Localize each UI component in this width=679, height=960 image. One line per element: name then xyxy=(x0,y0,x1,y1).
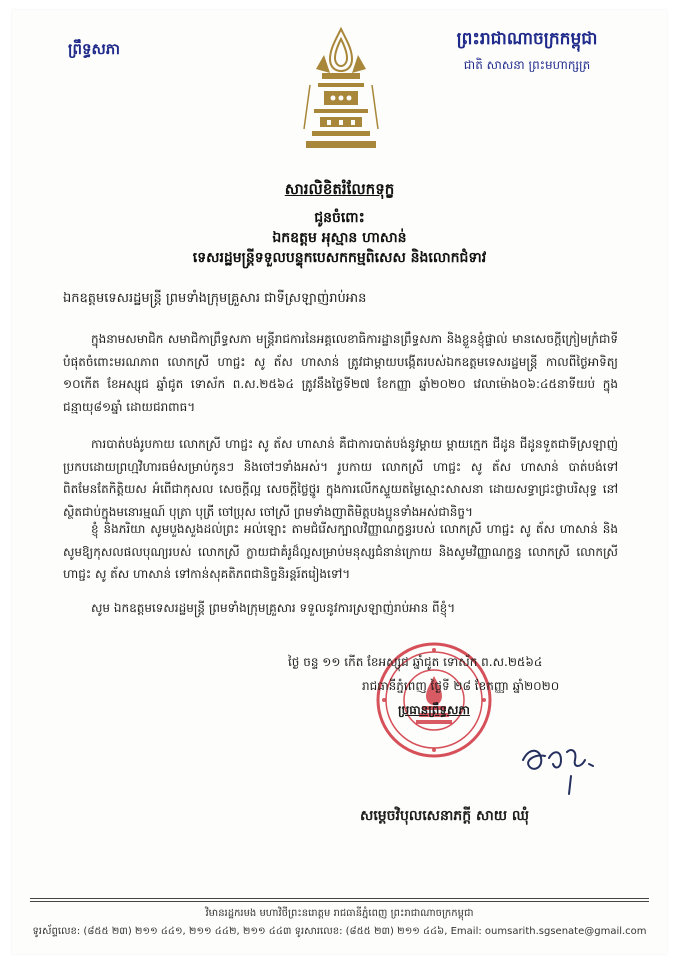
addressee-role: ទេសរដ្ឋមន្ត្រីទទួលបន្ទុកបេសកកម្មពិសេស និងលោកជំទាវ xyxy=(192,250,487,266)
letter-title: សារលិខិតរំលែកទុក្ខ xyxy=(284,180,395,198)
footer-divider-inner xyxy=(30,901,649,902)
addressee-name: ឯកឧត្តម អុស្មាន ហាសាន់ xyxy=(272,230,407,246)
kingdom-title: ព្រះរាជាណាចក្រកម្ពុជា xyxy=(456,29,598,49)
footer-divider xyxy=(30,898,649,899)
footer-address: វិមានរដ្ឋករមង មហាវិថីព្រះនរោត្តម រាជធានីភ្នំពេញ ព្រះរាជាណាចក្រកម្ពុជា xyxy=(205,908,474,919)
closing-date-solar: រាជធានីភ្នំពេញ ថ្ងៃទី ២៨ ខែកញ្ញា ឆ្នាំ២០២០ xyxy=(362,679,560,693)
footer-contacts: ទូរស័ព្ទលេខ: (៨៥៥ ២៣) ២១១ ៤៤១, ២១១ ៤៤២, ២១១ ៤៤៣ ទូរសារលេខ: (៨៥៥ ២៣) ២១១ ៤៤៦, Email: oumsarith.sgsenate@gmail.com xyxy=(32,926,647,937)
signer-title: ប្រធានព្រឹទ្ធសភា xyxy=(398,703,470,717)
addressee-label: ជូនចំពោះ xyxy=(314,210,365,226)
handwritten-signature xyxy=(515,730,605,800)
body-paragraph-2: ការបាត់បង់រូបកាយ លោកស្រី ហាជ្ជះ សូ ត័ស ហាសាន់ គឺជាការបាត់បង់នូវម្តាយ ម្តាយក្មេក ជីដូន ជីដូនទួតជាទីស្រឡាញ់ប្រកបដោយព្រហ្មវិហារធម៌សម្រាប់កូនៗ និងចៅៗទាំងអស់។ រូបកាយ លោកស្រី ហាជ្ជះ សូ ត័ស ហាសាន់ បាត់បង់ទៅពិតមែនតែកិត្តិយស អំពើជាកុសល សេចក្តីល្អ សេចក្តីថ្លៃថ្នូរ ក្នុងការលើកស្ទួយតម្លៃស្មោះសាសនា ដោយសទ្ធាជ្រះថ្លាបរិសុទ្ធ នៅស្ថិតជាប់ក្នុងមនោរម្មណ៍ បុត្រា បុត្រី ចៅប្រុស ចៅស្រី ព្រមទាំងញាតិមិត្តបងប្អូនទាំងអស់ជានិច្ច។ xyxy=(63,437,618,519)
body-paragraph-3: ខ្ញុំ និងភរិយា សូមបួងសួងដល់ព្រះ អល់ឡោះ តាមជំរើសក្បាលវិញ្ញាណក្ខន្ធរបស់ លោកស្រី ហាជ្ជះ សូ ត័ស ហាសាន់ និងសូមឱ្យកុសលផលបុណ្យរបស់ លោកស្រី ក្លាយជាគំរូដ៏ល្អសម្រាប់មនុស្សជំនាន់ក្រោយ និងសូមវិញ្ញាណក្ខន្ធ លោកស្រី លោកស្រី ហាជ្ជះ សូ ត័ស ហាសាន់ ទៅកាន់សុគតិភពជានិច្ចនិរន្តរ៍តរៀងទៅ។ xyxy=(63,522,619,581)
kingdom-motto: ជាតិ សាសនា ព្រះមហាក្សត្រ xyxy=(463,58,591,72)
salutation: ឯកឧត្តមទេសរដ្ឋមន្ត្រី ព្រមទាំងក្រុមគ្រួសារ ជាទីស្រឡាញ់រាប់អាន xyxy=(63,291,367,306)
signer-name: សម្តេចវិបុលសេនាភក្តី សាយ ឈុំ xyxy=(360,808,530,824)
closing-date-lunar: ថ្ងៃ ចន្ទ ១១ កើត ខែអស្សុជ ឆ្នាំជូត ទោស័ក ព.ស.២៥៦៤ xyxy=(288,655,543,669)
body-paragraph-4: សូម ឯកឧត្តមទេសរដ្ឋមន្ត្រី ព្រមទាំងក្រុមគ្រួសារ ទទួលនូវការស្រឡាញ់រាប់អាន ពីខ្ញុំ។ xyxy=(91,601,456,615)
senate-emblem-logo xyxy=(300,25,382,153)
body-paragraph-1: ក្នុងនាមសមាជិក សមាជិកាព្រឹទ្ធសភា មន្ត្រីរាជការនៃអគ្គលេខាធិការដ្ឋានព្រឹទ្ធសភា និងខ្លួនខ្ញុំផ្ទាល់ មានសេចក្តីក្រៀមក្រំជាទីបំផុតចំពោះមរណភាព លោកស្រី ហាជ្ជះ សូ ត័ស ហាសាន់ ត្រូវជាម្តាយបង្កើតរបស់ឯកឧត្តមទេសរដ្ឋមន្ត្រី កាលពីថ្ងៃអាទិត្យ ១០កើត ខែអស្សុជ ឆ្នាំជូត ទោស័ក ព.ស.២៥៦៤ ត្រូវនឹងថ្ងៃទី២៧ ខែកញ្ញា ឆ្នាំ២០២០ វេលាម៉ោង០៦:៤៥នាទីយប់ ក្នុងជន្មាយុ៨១ឆ្នាំ ដោយជរាពាធ។ xyxy=(63,332,618,414)
senate-org-name: ព្រឹទ្ធសភា xyxy=(68,40,121,58)
kingdom-header xyxy=(442,28,612,75)
